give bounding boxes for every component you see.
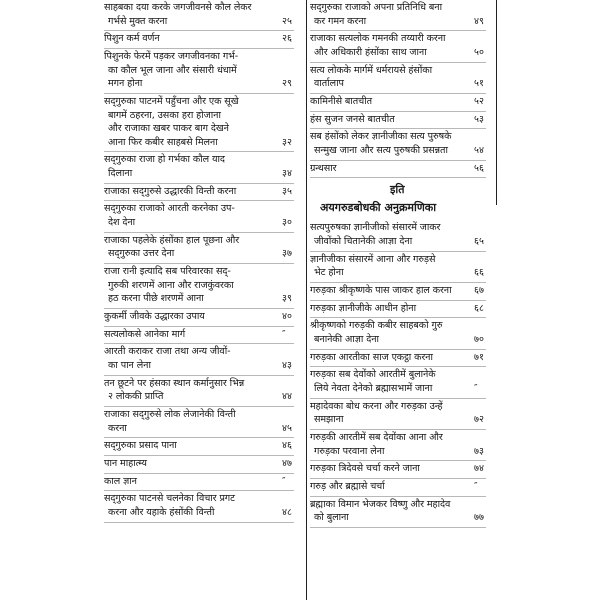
page-number: ″ — [474, 382, 478, 394]
page-number: ६७ — [474, 284, 484, 296]
page-number: ५३ — [474, 113, 484, 125]
entry-separator — [104, 437, 294, 438]
page-number: ५४ — [474, 144, 484, 156]
page-number: ६५ — [474, 235, 484, 247]
entry-text-line: गरुड़ और ब्रह्मासे चर्चा — [310, 480, 385, 492]
entry-separator — [104, 30, 294, 31]
entry-text-line: मगन होना — [108, 78, 143, 90]
entry-separator — [104, 232, 294, 233]
entry-text-line: गरुड़की आरतीमें सब देवोंका आना और — [310, 431, 443, 443]
entry-separator — [310, 460, 486, 461]
entry-separator — [104, 343, 294, 344]
entry-text-line: सद्‌गुरुका राजाको आरती करनेका उप- — [104, 203, 235, 215]
entry-text-line: को बुलाना — [314, 512, 349, 524]
entry-text-line: भेट होना — [314, 267, 344, 279]
entry-text-line: काल ज्ञान — [104, 475, 137, 487]
entry-separator — [104, 473, 294, 474]
entry-separator — [310, 429, 486, 430]
entry-separator — [310, 62, 486, 63]
entry-separator — [104, 93, 294, 94]
page-number: ७३ — [474, 445, 484, 457]
entry-text-line: और अधिकारी हंसोंका साथ जाना — [314, 46, 427, 58]
page-number: ३७ — [282, 248, 292, 260]
entry-separator — [310, 30, 486, 31]
entry-text-line: और राजाका खबर पाकर बाग देखने — [108, 123, 229, 135]
entry-text-line: दिलाना — [108, 168, 133, 179]
entry-separator — [310, 496, 486, 497]
entry-text-line: बनानेकी आज्ञा देना — [314, 333, 379, 345]
entry-text-line: राजा रानी इत्यादि सब परिवारका सद्‌- — [104, 266, 231, 277]
page-number: २६ — [282, 33, 292, 45]
page-number: ५६ — [474, 162, 484, 174]
entry-text-line: ब्रह्माका विमान भेजकर विष्णु और महादेव — [310, 498, 451, 510]
page-number: ४५ — [282, 422, 292, 434]
entry-text-line: करना और यहाके हंसोंकी विन्ती — [108, 506, 215, 518]
entry-separator — [104, 308, 294, 309]
entry-text-line: ग्रन्थसार — [310, 162, 337, 174]
entry-text-line: कर गमन करना — [314, 15, 366, 27]
section-title: अयगरुडबोधकी अनुक्रमणिका — [320, 201, 437, 215]
entry-separator — [104, 183, 294, 184]
entry-separator — [310, 300, 486, 301]
page-number: ७२ — [474, 414, 484, 426]
entry-text-line: गरुड़का आरतीका साज एकट्ठा करना — [310, 351, 433, 363]
entry-separator — [310, 527, 486, 528]
page-number: ४० — [282, 310, 292, 322]
entry-text-line: ज्ञानीजीका संसारमें आना और गरुड़से — [310, 253, 436, 265]
iti-marker: इति — [390, 183, 405, 197]
page-number: ४६ — [282, 440, 292, 452]
entry-text-line: सद्‌गुरुका राजाको अपना प्रतिनिधि बना — [310, 2, 443, 13]
entry-text-line: कुकर्मी जीवके उद्धारका उपाय — [104, 310, 205, 322]
entry-separator — [310, 177, 486, 178]
entry-separator — [104, 200, 294, 201]
entry-text-line: सत्यपुरुषका ज्ञानीजीको संसारमें जाकर — [310, 222, 441, 234]
entry-separator — [104, 48, 294, 49]
entry-separator — [310, 282, 486, 283]
page-number: ४३ — [282, 359, 292, 371]
entry-text-line: गरुड़का ज्ञानीजीके आधीन होना — [310, 302, 416, 314]
entry-separator — [104, 406, 294, 407]
page-number: ४४ — [282, 391, 292, 403]
entry-separator — [310, 160, 486, 161]
entry-text-line: सत्यलोकसे आनेका मार्ग — [104, 328, 186, 340]
page-number: ″ — [282, 328, 286, 340]
entry-text-line: राजाका पहलेके हंसोंका हाल पूछना और — [104, 234, 240, 246]
entry-separator — [310, 128, 486, 129]
entry-separator — [310, 349, 486, 350]
entry-text-line: आना फिर कबीर साहबसे मिलना — [108, 136, 218, 148]
entry-text-line: हंस सुजन जनसे बातचीत — [310, 113, 395, 125]
entry-text-line: सद्‌गुरुका पाटनसे चलनेका विचार प्रगट — [104, 493, 235, 505]
page-number: ६६ — [474, 267, 484, 279]
entry-separator — [104, 326, 294, 327]
entry-text-line: सत्य लोकके मार्गमें धर्मरायसे हंसोंका — [310, 64, 433, 76]
entry-text-line: वार्तालाप — [314, 78, 344, 90]
entry-text-line: गरुड़का त्रिदेवसे चर्चा करने जाना — [310, 463, 420, 475]
entry-text-line: कामिनीसे बातचीत — [310, 95, 372, 107]
page-number: ३० — [282, 217, 292, 228]
entry-separator — [104, 522, 294, 523]
page-number: ५२ — [474, 95, 484, 107]
entry-separator — [310, 251, 486, 252]
entry-separator — [104, 151, 294, 152]
entry-text-line: गरुड़का सब देवोंको आरतीमें बुलानेके — [310, 369, 436, 381]
entry-separator — [310, 93, 486, 94]
page-number: ७४ — [474, 463, 484, 475]
page-number: ७१ — [474, 351, 484, 363]
entry-text-line: करना — [108, 422, 127, 434]
page-number: ५१ — [474, 78, 484, 90]
entry-separator — [310, 478, 486, 479]
page-number: ७० — [474, 333, 484, 345]
entry-text-line: देश देना — [108, 217, 136, 228]
entry-text-line: पान माहात्म्य — [104, 457, 147, 469]
page-number: २९ — [282, 78, 292, 90]
entry-text-line: राजाका सत्यलोक गमनकी तय्यारी करना — [310, 33, 446, 45]
entry-text-line: समझाना — [314, 414, 344, 426]
entry-text-line: गर्भसे मुक्त करना — [108, 15, 168, 27]
page-number: ४८ — [282, 506, 292, 518]
page-number: ″ — [282, 475, 286, 487]
entry-text-line: तन छूटने पर हंसका स्थान कर्मानुसार भिन्न — [104, 377, 245, 389]
entry-text-line: पिशुन कर्म वर्णन — [104, 33, 160, 45]
entry-text-line: २ लोककी प्राप्ति — [108, 391, 164, 403]
entry-text-line: जीवोंको चितानेकी आज्ञा देना — [314, 235, 413, 247]
entry-text-line: श्रीकृष्णको गरुड़की कबीर साहबको गुरु — [310, 320, 443, 332]
page-number: ७७ — [474, 512, 484, 524]
entry-separator — [310, 398, 486, 399]
entry-text-line: का कौल भूल जाना और संसारी धंधामें — [108, 64, 237, 76]
entry-text-line: गरुड़का श्रीकृष्णके पास जाकर हाल करना — [310, 284, 452, 296]
page-number: ३४ — [282, 168, 292, 179]
entry-text-line: महादेवका बोध करना और गरुड़का उन्हें — [310, 400, 443, 412]
entry-text-line: गरुड़का परवाना लेना — [314, 445, 385, 457]
entry-separator — [104, 263, 294, 264]
page-number: ३९ — [282, 293, 292, 305]
page-number: ६८ — [474, 302, 484, 314]
page-number: ३५ — [282, 185, 292, 197]
entry-separator — [310, 366, 486, 367]
page-number: २५ — [282, 15, 292, 27]
entry-text-line: सन्मुख जाना और सत्य पुरुषकी प्रसन्नता — [314, 144, 448, 156]
entry-separator — [104, 490, 294, 491]
page-number: ″ — [474, 480, 478, 492]
entry-text-line: गुरुकी शरणमें आना और राजकुंवरका — [108, 279, 234, 291]
entry-text-line: बागमें ठहरना, उसका हरा होजाना — [108, 109, 221, 121]
entry-text-line: सद्‌गुरुका प्रसाद पाना — [104, 440, 177, 452]
entry-text-line: राजाका सद्‌गुरुसे लोक लेजानेकी विन्ती — [104, 408, 236, 420]
entry-text-line: सद्‌गुरुका पाटनमें पहुँचना और एक सूखे — [104, 95, 239, 107]
right-margin-rule — [496, 0, 497, 205]
entry-text-line: राजाका सद्‌गुरुसे उद्धारकी विन्ती करना — [104, 185, 237, 197]
entry-text-line: पिशुनके फेरमें पड़कर जगजीवनका गर्भ- — [104, 51, 239, 62]
page-number: ४७ — [282, 457, 292, 469]
column-divider — [306, 0, 307, 600]
entry-text-line: का पान लेना — [108, 359, 151, 371]
page-number: ३२ — [282, 136, 292, 148]
entry-text-line: लिये नेवता देनेको ब्रह्मासभामें जाना — [314, 382, 433, 394]
entry-separator — [310, 111, 486, 112]
entry-text-line: सद्‌गुरुका राजा हो गर्भका कौल याद — [104, 154, 225, 166]
page-number: ४९ — [474, 15, 484, 27]
entry-text-line: आरती कराकर राजा तथा अन्य जीवों- — [104, 346, 231, 358]
entry-separator — [104, 375, 294, 376]
entry-text-line: सद्‌गुरुका उत्तर देना — [108, 248, 175, 260]
entry-separator — [104, 455, 294, 456]
entry-separator — [310, 317, 486, 318]
entry-text-line: हठ करना पीछे शरणमें आना — [108, 293, 204, 305]
entry-text-line: साहबका दया करके जगजीवनसे कौल लेकर — [104, 2, 252, 13]
entry-text-line: सब हंसोंको लेकर ज्ञानीजीका सत्य पुरुषके — [310, 131, 452, 143]
page-number: ५० — [474, 46, 484, 58]
